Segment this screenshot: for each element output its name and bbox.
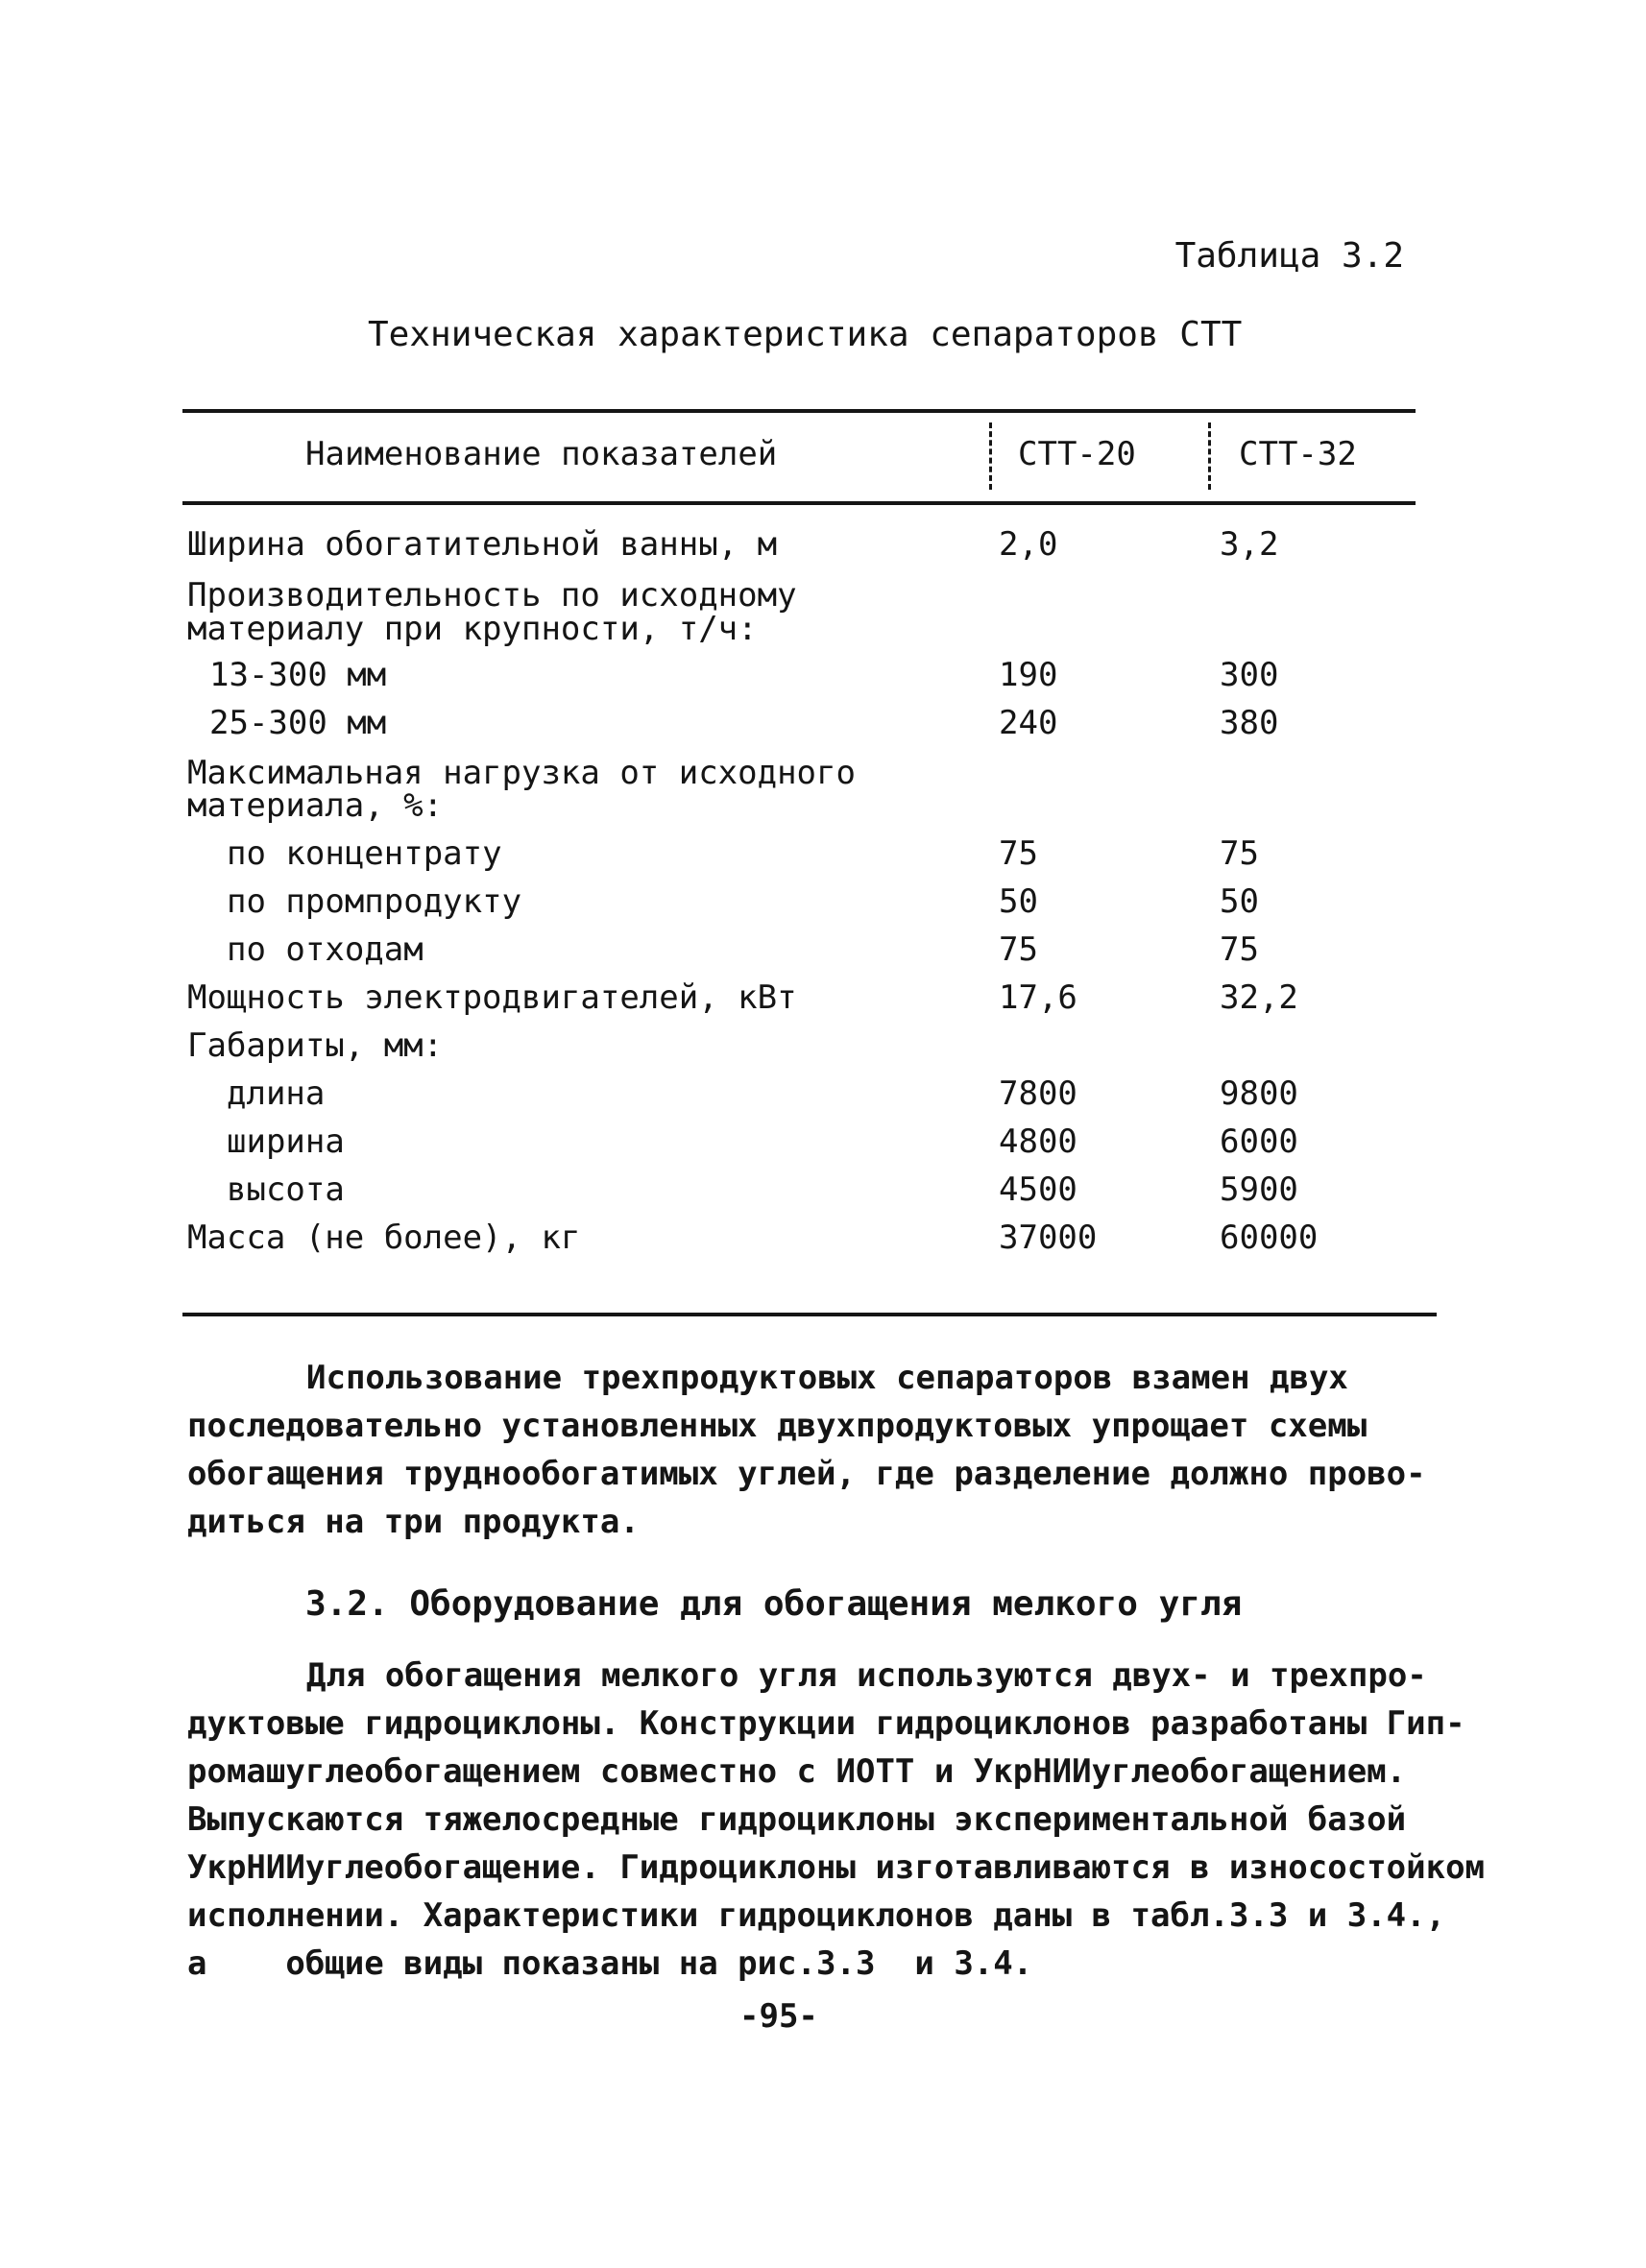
paragraph-hydrocyclones	[187, 1652, 1486, 1988]
row-value-stt20: 2,0	[999, 525, 1058, 564]
paragraph-line: а общие виды показаны на рис.3.3 и 3.4.	[187, 1944, 1033, 1983]
row-label: высота	[227, 1170, 345, 1209]
row-label: по отходам	[227, 930, 424, 969]
row-label: по концентрату	[227, 834, 502, 873]
row-label: Мощность электродвигателей, кВт	[187, 978, 797, 1017]
row-value-stt32: 3,2	[1220, 525, 1279, 564]
row-value-stt32: 32,2	[1220, 978, 1298, 1017]
paragraph-line: дуктовые гидроциклоны. Конструкции гидроциклонов разработаны Гип-	[187, 1704, 1465, 1743]
row-value-stt32: 50	[1220, 882, 1259, 921]
row-value-stt20: 37000	[999, 1218, 1098, 1257]
table-row	[0, 705, 1646, 753]
row-label: Масса (не более), кг	[187, 1218, 581, 1257]
paragraph-line: исполнении. Характеристики гидроциклонов даны в табл.3.3 и 3.4.,	[187, 1896, 1446, 1935]
row-value-stt20: 75	[999, 834, 1038, 873]
paragraph-line: Использование трехпродуктовых сепараторов взамен двух	[306, 1359, 1348, 1397]
table-row	[0, 657, 1646, 705]
table-row	[0, 931, 1646, 979]
row-label: материалу при крупности, т/ч:	[187, 610, 758, 648]
paragraph-line: ромашуглеобогащением совместно с ИОТТ и УкрНИИуглеобогащением.	[187, 1752, 1407, 1791]
table-row	[0, 1219, 1646, 1267]
row-label: 13-300 мм	[209, 656, 387, 694]
row-value-stt32: 380	[1220, 704, 1279, 742]
row-value-stt32: 5900	[1220, 1170, 1298, 1209]
row-value-stt20: 50	[999, 882, 1038, 921]
row-value-stt20: 75	[999, 930, 1038, 969]
section-heading: 3.2. Оборудование для обогащения мелкого угля	[305, 1584, 1243, 1624]
paragraph-line: УкрНИИуглеобогащение. Гидроциклоны изготавливаются в износостойком	[187, 1848, 1486, 1887]
table-row	[0, 1027, 1646, 1075]
row-label: длина	[227, 1074, 326, 1113]
table-header-rule	[182, 501, 1416, 505]
paragraph-line: последовательно установленных двухпродуктовых упрощает схемы	[187, 1407, 1368, 1445]
row-label: Габариты, мм:	[187, 1026, 444, 1065]
row-value-stt20: 7800	[999, 1074, 1077, 1113]
paragraph-line: Выпускаются тяжелосредные гидроциклоны экспериментальной базой	[187, 1800, 1407, 1839]
table-row	[0, 883, 1646, 931]
row-label: 25-300 мм	[209, 704, 387, 742]
page-number: -95-	[739, 1997, 818, 2036]
row-value-stt32: 75	[1220, 930, 1259, 969]
table-title: Техническая характеристика сепараторов СТТ	[368, 315, 1243, 354]
row-value-stt32: 60000	[1220, 1218, 1319, 1257]
table-top-rule	[182, 409, 1416, 413]
row-value-stt32: 75	[1220, 834, 1259, 873]
row-value-stt20: 4800	[999, 1122, 1077, 1161]
header-col-stt32: СТТ-32	[1239, 435, 1357, 473]
row-label: материала, %:	[187, 786, 444, 825]
header-name: Наименование показателей	[305, 435, 778, 473]
table-bottom-rule	[182, 1313, 1437, 1316]
table-row	[0, 1123, 1646, 1171]
row-value-stt20: 240	[999, 704, 1058, 742]
table-row	[0, 1171, 1646, 1219]
table-row	[0, 1075, 1646, 1123]
row-label: Максимальная нагрузка от исходного	[187, 754, 856, 792]
row-label: по промпродукту	[227, 882, 522, 921]
paragraph-line: Для обогащения мелкого угля используются двух- и трехпро-	[306, 1656, 1427, 1695]
row-value-stt20: 17,6	[999, 978, 1077, 1017]
row-label: Ширина обогатительной ванны, м	[187, 525, 778, 564]
header-separator	[1208, 422, 1211, 490]
table-label: Таблица 3.2	[1174, 236, 1404, 276]
table-row	[0, 835, 1646, 883]
row-value-stt20: 190	[999, 656, 1058, 694]
row-label: Производительность по исходному	[187, 576, 797, 615]
table-row	[0, 611, 1646, 659]
table-row	[0, 979, 1646, 1027]
paragraph-line: диться на три продукта.	[187, 1503, 640, 1541]
table-row	[0, 526, 1646, 574]
header-col-stt20: СТТ-20	[1018, 435, 1136, 473]
paragraph-intro	[187, 1354, 1464, 1546]
row-value-stt32: 300	[1220, 656, 1279, 694]
paragraph-line: обогащения труднообогатимых углей, где разделение должно прово-	[187, 1455, 1426, 1493]
row-label: ширина	[227, 1122, 345, 1161]
table-row	[0, 787, 1646, 835]
row-value-stt20: 4500	[999, 1170, 1077, 1209]
row-value-stt32: 9800	[1220, 1074, 1298, 1113]
header-separator	[989, 422, 992, 490]
row-value-stt32: 6000	[1220, 1122, 1298, 1161]
